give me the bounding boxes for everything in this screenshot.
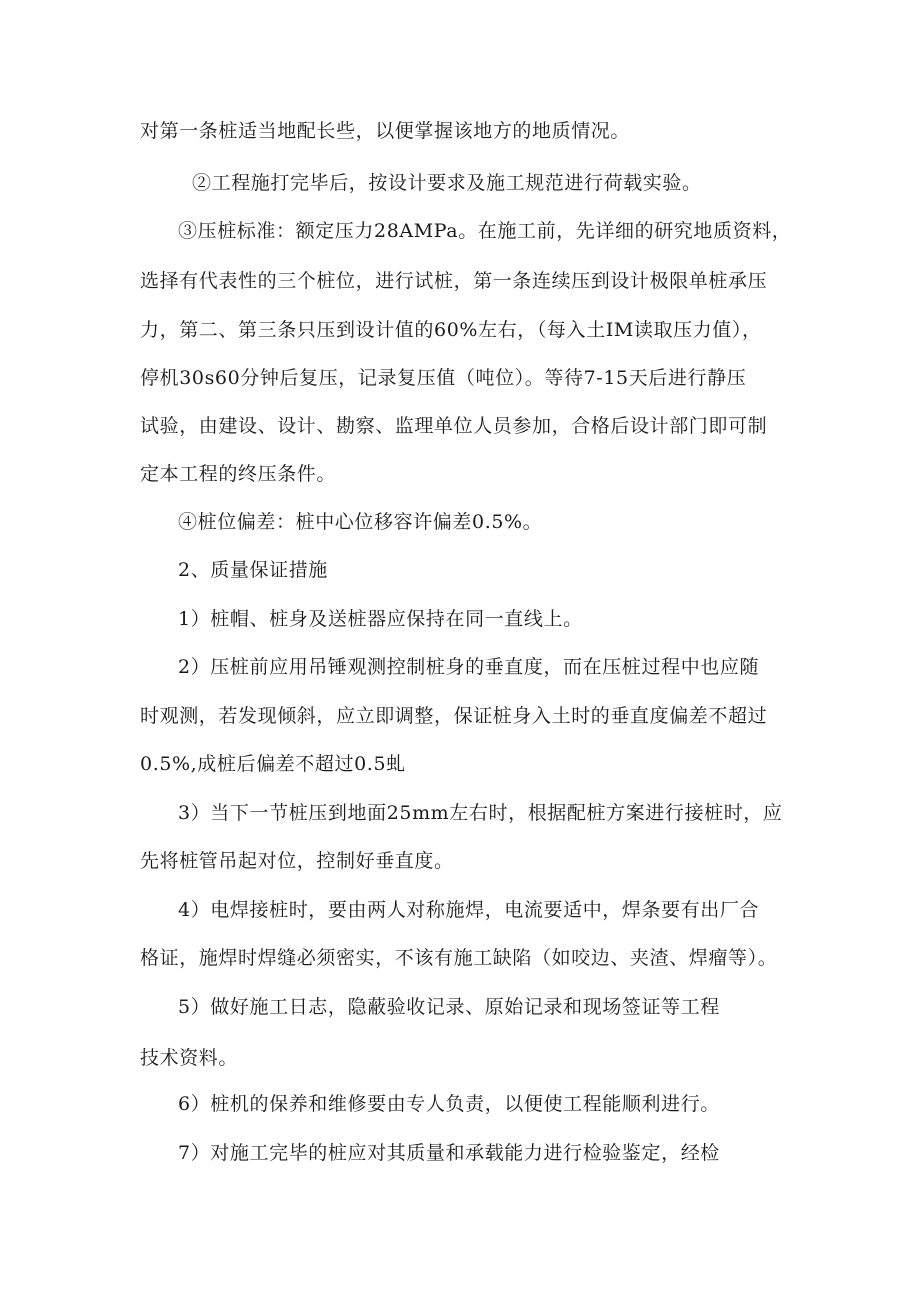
- text-line: 试验，由建设、设计、勘察、监理单位人员参加，合格后设计部门即可制: [140, 415, 768, 437]
- text-line: 选择有代表性的三个桩位，进行试桩，第一条连续压到设计极限单桩承压: [140, 270, 768, 292]
- text-line: 2）压桩前应用吊锤观测控制桩身的垂直度，而在压桩过程中也应随: [178, 656, 760, 678]
- text-line: 停机30s60分钟后复压，记录复压值（吨位）。等待7-15天后进行静压: [140, 367, 747, 389]
- text-line: ②工程施打完毕后，按设计要求及施工规范进行荷载实验。: [192, 172, 702, 194]
- text-line: ③压桩标准：额定压力28AMPa。在施工前，先详细的研究地质资料，: [178, 220, 792, 242]
- text-line: 时观测，若发现倾斜，应立即调整，保证桩身入土时的垂直度偏差不超过: [140, 705, 768, 727]
- text-line: 5）做好施工日志，隐蔽验收记录、原始记录和现场签证等工程: [178, 996, 720, 1018]
- text-line: 0.5%,成桩后偏差不超过0.5虬: [140, 753, 406, 775]
- text-line: 1）桩帽、桩身及送桩器应保持在同一直线上。: [178, 608, 583, 630]
- text-line: 先将桩管吊起对位，控制好垂直度。: [140, 850, 454, 872]
- section-heading: 2、质量保证措施: [178, 559, 328, 581]
- text-line: 对第一条桩适当地配长些，以便掌握该地方的地质情况。: [140, 120, 631, 142]
- text-line: 格证，施焊时焊缝必须密实，不该有施工缺陷（如咬边、夹渣、焊瘤等）。: [140, 947, 778, 969]
- text-line: 4）电焊接桩时，要由两人对称施焊，电流要适中，焊条要有出厂合: [178, 899, 760, 921]
- text-line: 3）当下一节桩压到地面25mm左右时，根据配桩方案进行接桩时，应: [178, 802, 783, 824]
- text-line: 技术资料。: [140, 1047, 239, 1069]
- text-line: 力，第二、第三条只压到设计值的60%左右，（每入土IM读取压力值），: [140, 319, 762, 341]
- text-line: 6）桩机的保养和维修要由专人负责，以便使工程能顺利进行。: [178, 1093, 720, 1115]
- text-line: 定本工程的终压条件。: [140, 463, 337, 485]
- text-line: 7）对施工完毕的桩应对其质量和承载能力进行检验鉴定，经检: [178, 1142, 720, 1164]
- text-line: ④桩位偏差：桩中心位移容许偏差0.5%。: [178, 511, 543, 533]
